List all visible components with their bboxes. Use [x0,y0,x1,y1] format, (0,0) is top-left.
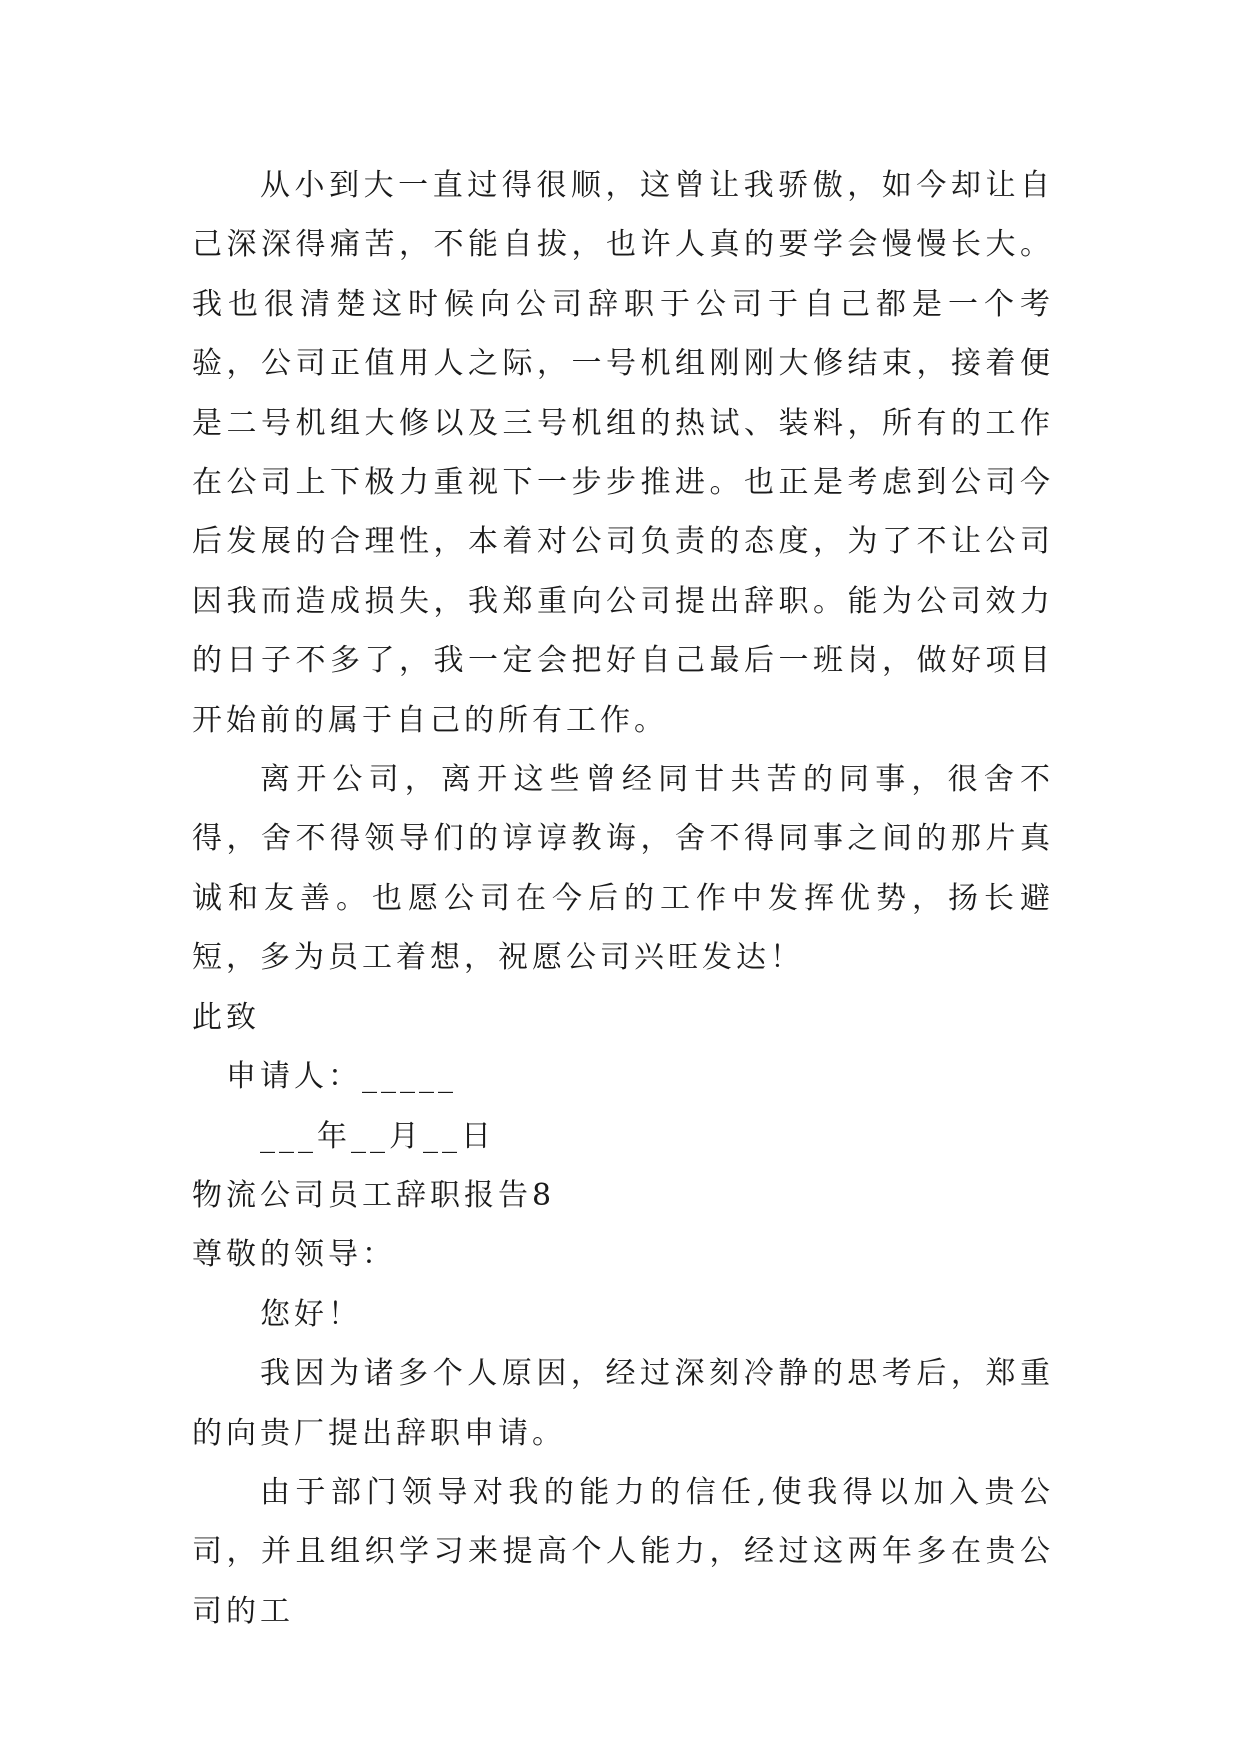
salutation: 尊敬的领导： [192,1237,396,1273]
paragraph-intro: 我因为诸多个人原因，经过深刻冷静的思考后，郑重的向贵厂提出辞职申请。 [192,1356,1054,1451]
paragraph-resignation-reason: 从小到大一直过得很顺，这曾让我骄傲，如今却让自己深深得痛苦，不能自拔，也许人真的要学会慢慢长大。我也很清楚这时候向公司辞职于公司于自己都是一个考验，公司正值用人之际，一号机组刚刚大修结束，接着便是二号机组大修以及三号机组的热试、装料，所有的工作在公司上下极力重视下一步步推进。也正是考虑到公司今后发展的合理性，本着对公司负责的态度，为了不让公司因我而造成损失，我郑重向公司提出辞职。能为公司效力的日子不多了，我一定会把好自己最后一班岗，做好项目开始前的属于自己的所有工作。 [192,168,1054,738]
greeting: 您好！ [260,1296,362,1332]
date-line: ___年__月__日 [260,1118,495,1154]
document-body [192,156,1054,1641]
closing-text: 此致 [192,999,260,1035]
paragraph-farewell: 离开公司，离开这些曾经同甘共苦的同事，很舍不得，舍不得领导们的谆谆教诲，舍不得同事之间的那片真诚和友善。也愿公司在今后的工作中发挥优势，扬长避短，多为员工着想，祝愿公司兴旺发达！ [192,762,1054,976]
applicant-line: 申请人：_____ [226,1059,457,1095]
paragraph-gratitude: 由于部门领导对我的能力的信任,使我得以加入贵公司，并且组织学习来提高个人能力，经过这两年多在贵公司的工 [192,1474,1054,1629]
section-title: 物流公司员工辞职报告8 [192,1177,556,1213]
